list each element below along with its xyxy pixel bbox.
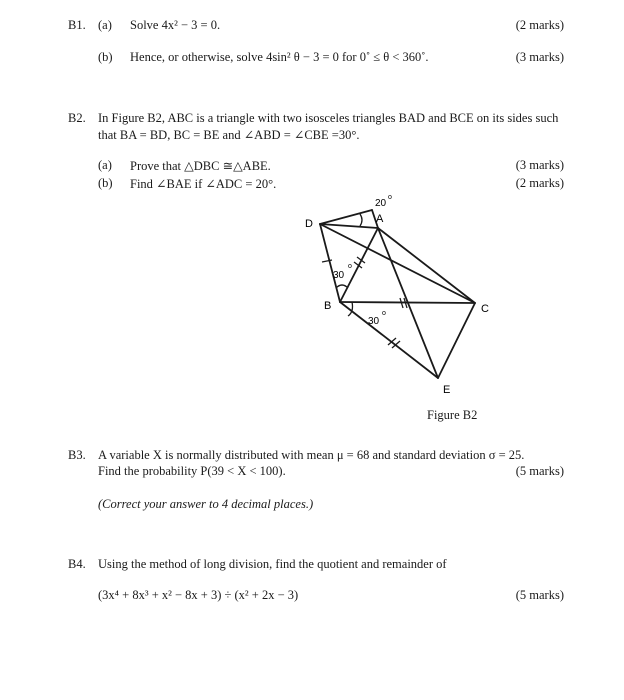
segment-DC xyxy=(320,224,475,303)
angle-label-bottom: 30 xyxy=(368,316,380,327)
b3-note: (Correct your answer to 4 decimal places.) xyxy=(98,497,314,511)
b2-number: B2. xyxy=(68,111,86,125)
b4-line1: Using the method of long division, find the quotient and remainder of xyxy=(98,557,447,571)
segment-DA xyxy=(320,224,378,228)
b3-marks: (5 marks) xyxy=(515,464,564,478)
b2-line1: In Figure B2, ABC is a triangle with two isosceles triangles BAD and BCE on its sides such xyxy=(98,111,559,125)
angle-label-left: 30 xyxy=(333,270,345,281)
angle-arc-ADC xyxy=(360,214,362,226)
b4-marks: (5 marks) xyxy=(515,588,564,602)
b2-b-marks: (2 marks) xyxy=(515,176,564,190)
b1-a-marks: (2 marks) xyxy=(515,18,564,32)
label-B: B xyxy=(324,300,332,312)
b2-b-label: (b) xyxy=(98,176,113,190)
b3-line2: Find the probability P(39 < X < 100). xyxy=(98,464,286,478)
angle-degree-bottom: o xyxy=(382,310,386,317)
b2-a-label: (a) xyxy=(98,158,112,172)
label-C: C xyxy=(481,303,489,315)
angle-label-top: 20 xyxy=(375,198,387,209)
angle-degree-left: o xyxy=(348,263,352,270)
segment-D-top xyxy=(320,210,372,224)
segment-CE xyxy=(438,303,475,378)
label-A: A xyxy=(376,213,384,225)
b1-b-text: Hence, or otherwise, solve 4sin² θ − 3 = 0 for 0˚ ≤ θ < 360˚. xyxy=(130,50,429,64)
figure-caption: Figure B2 xyxy=(427,408,478,422)
b1-a-text: Solve 4x² − 3 = 0. xyxy=(130,18,221,32)
b4-expression: (3x⁴ + 8x³ + x² − 8x + 3) ÷ (x² + 2x − 3) xyxy=(98,588,299,602)
b1-b-marks: (3 marks) xyxy=(515,50,564,64)
label-D: D xyxy=(305,218,313,230)
b2-a-marks: (3 marks) xyxy=(515,158,564,172)
b1-a-label: (a) xyxy=(98,18,112,32)
angle-degree-top: o xyxy=(388,194,392,201)
label-E: E xyxy=(443,384,451,396)
angle-arc-ABD xyxy=(336,285,348,288)
segment-DB xyxy=(320,224,340,302)
b2-a-text: Prove that △DBC ≅△ABE. xyxy=(130,159,271,173)
b3-line1: A variable X is normally distributed with mean μ = 68 and standard deviation σ = 25. xyxy=(98,448,525,462)
b1-number: B1. xyxy=(68,18,86,32)
b3-number: B3. xyxy=(68,448,86,462)
b1-b-label: (b) xyxy=(98,50,113,64)
b2-b-text: Find ∠BAE if ∠ADC = 20°. xyxy=(130,177,277,191)
b4-number: B4. xyxy=(68,557,86,571)
b2-line2: that BA = BD, BC = BE and ∠ABD = ∠CBE =30°. xyxy=(98,128,360,142)
